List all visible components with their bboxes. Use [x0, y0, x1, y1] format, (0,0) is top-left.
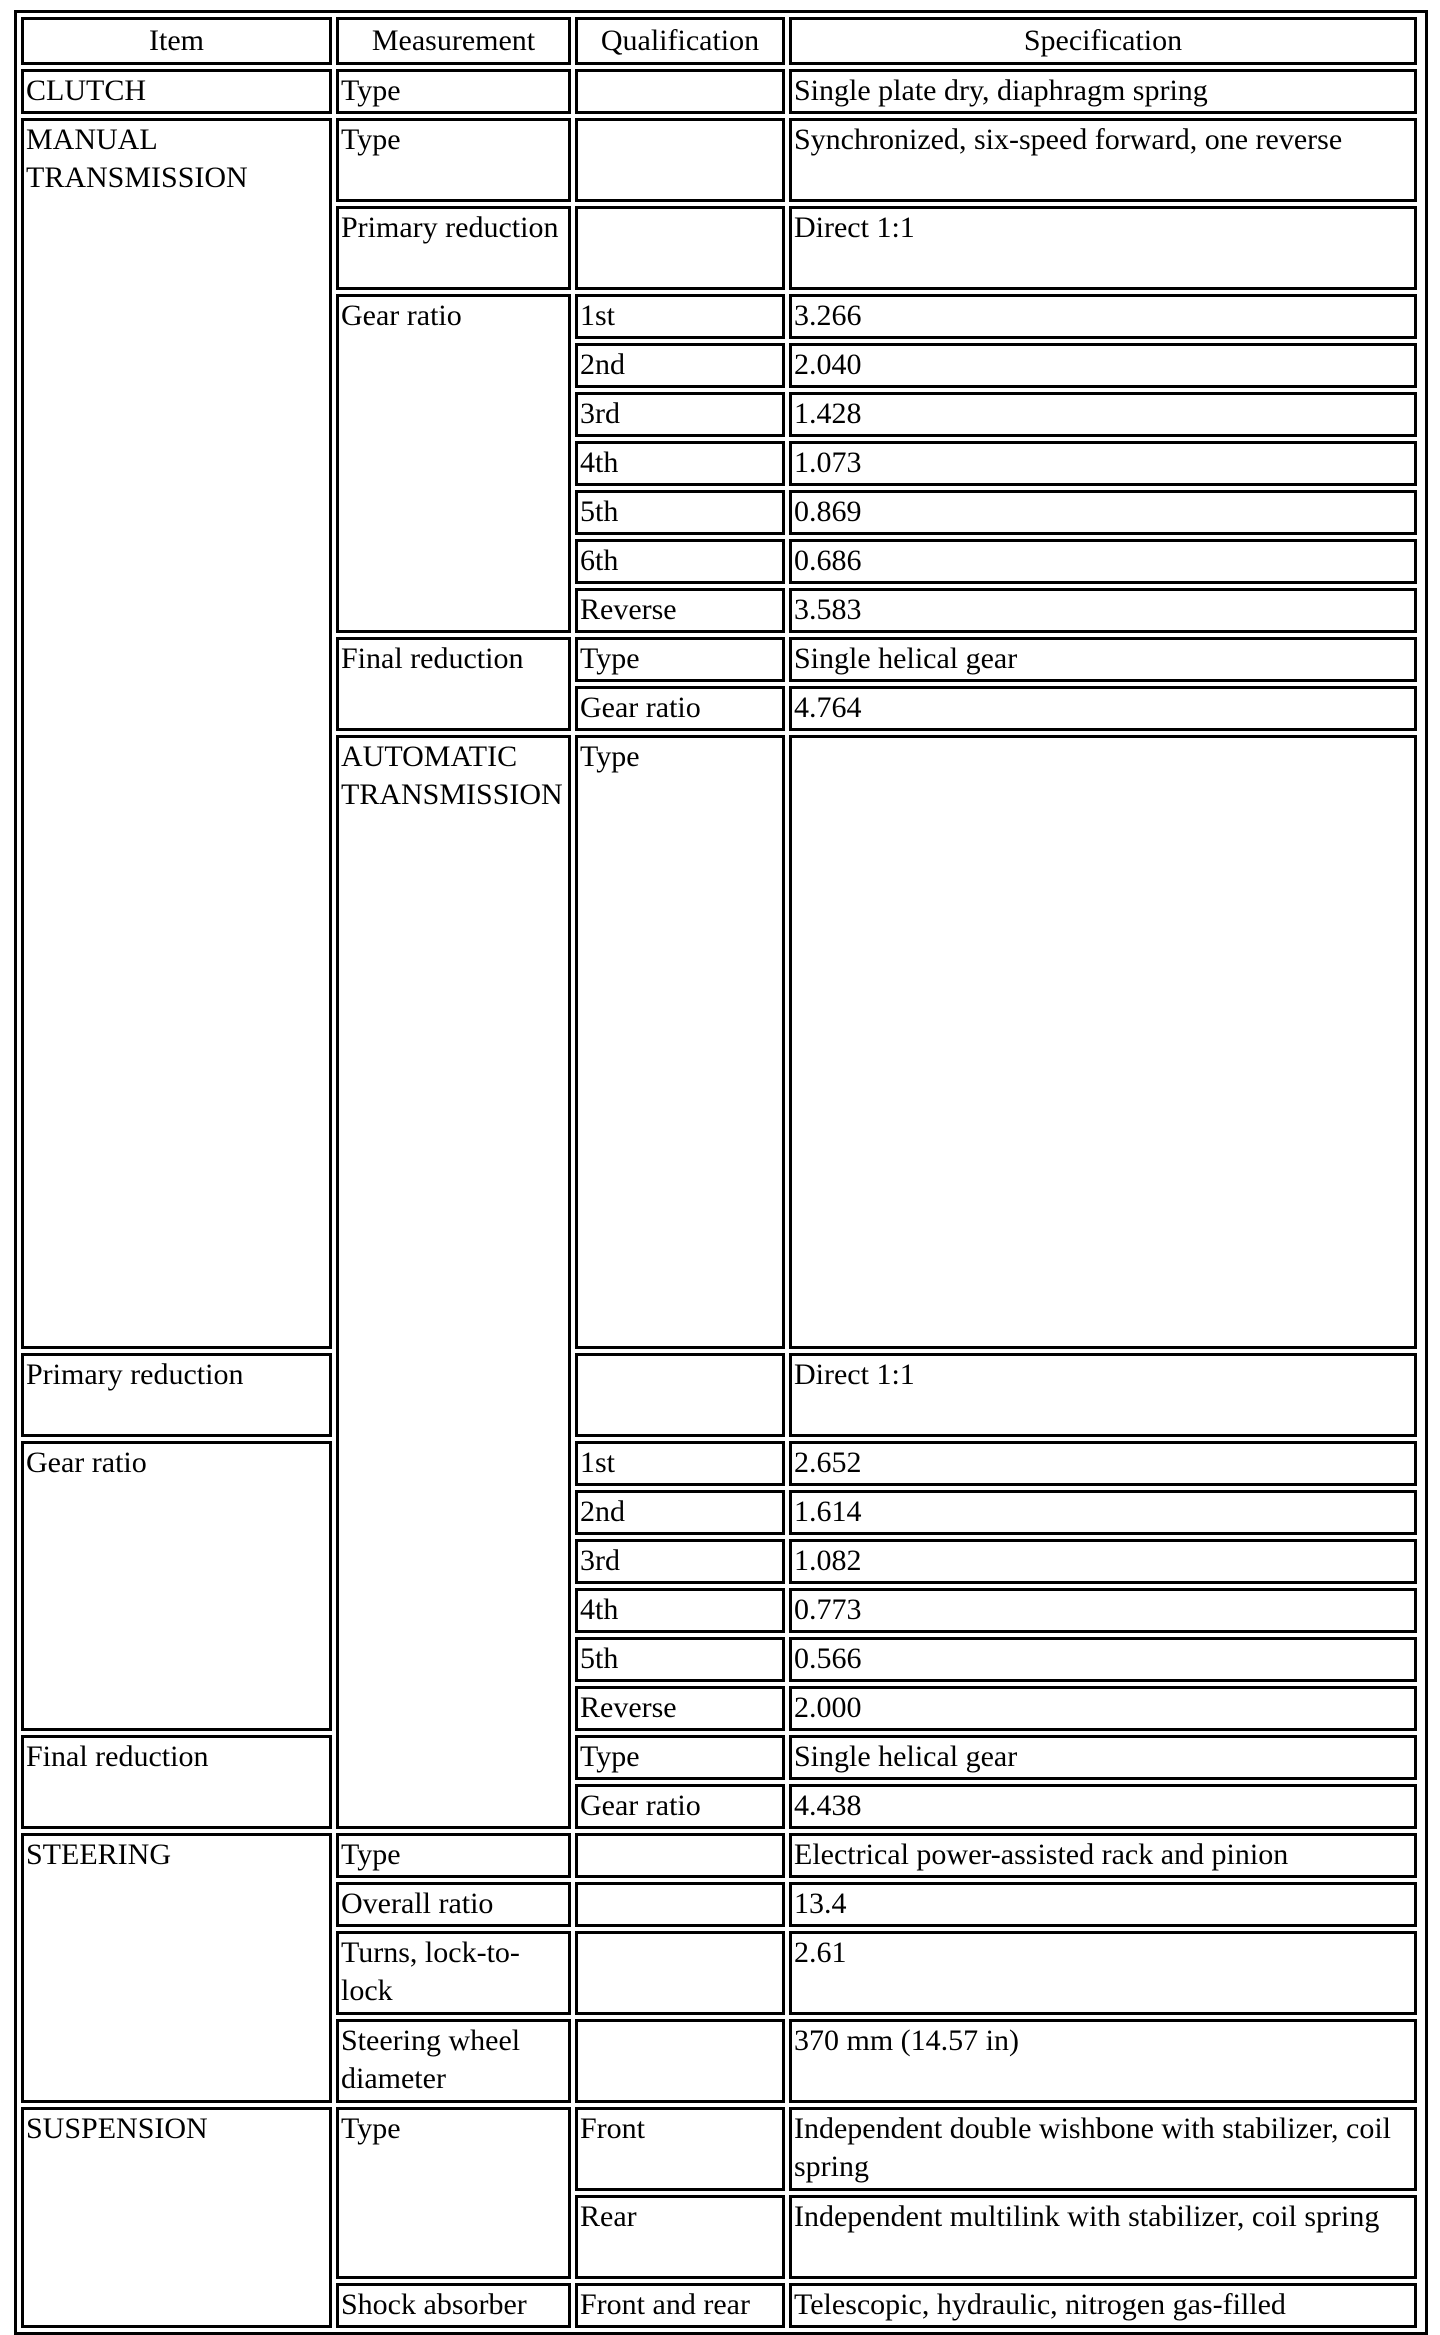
- specification-cell: 2.61: [789, 1931, 1417, 2015]
- table-row: [21, 118, 1421, 202]
- measurement-cell: Shock absorber: [336, 2283, 571, 2328]
- qualification-cell: Front: [575, 2107, 785, 2191]
- qualification-cell: Front and rear: [575, 2283, 785, 2328]
- qualification-cell: 1st: [575, 294, 785, 339]
- qualification-cell: [575, 1882, 785, 1927]
- qualification-cell: 3rd: [575, 1539, 785, 1584]
- specification-cell: 3.583: [789, 588, 1417, 633]
- table-row: [21, 69, 1421, 114]
- qualification-cell: Type: [575, 1735, 785, 1780]
- specification-cell: Telescopic, hydraulic, nitrogen gas-filled: [789, 2283, 1417, 2328]
- qualification-cell: 2nd: [575, 1490, 785, 1535]
- measurement-cell: Primary reduction: [21, 1353, 332, 1437]
- item-cell-automatic-transmission: AUTOMATIC TRANSMISSION: [336, 735, 571, 1829]
- header-measurement: Measurement: [336, 17, 571, 65]
- table-row: [21, 1441, 1421, 1486]
- measurement-cell: Type: [336, 118, 571, 202]
- measurement-cell: Final reduction: [336, 637, 571, 731]
- specification-cell: Direct 1:1: [789, 206, 1417, 290]
- qualification-cell: [575, 118, 785, 202]
- measurement-cell: Type: [575, 735, 785, 1349]
- qualification-cell: [575, 2019, 785, 2103]
- specification-cell: 1.614: [789, 1490, 1417, 1535]
- qualification-cell: [575, 1353, 785, 1437]
- qualification-cell: 1st: [575, 1441, 785, 1486]
- table-row: [21, 2107, 1421, 2191]
- qualification-cell: Rear: [575, 2195, 785, 2279]
- qualification-cell: 3rd: [575, 392, 785, 437]
- header-specification: Specification: [789, 17, 1417, 65]
- qualification-cell: 5th: [575, 1637, 785, 1682]
- item-cell-manual-transmission: MANUAL TRANSMISSION: [21, 118, 332, 1349]
- measurement-cell: Type: [336, 2107, 571, 2279]
- specification-cell: 0.686: [789, 539, 1417, 584]
- measurement-cell: Primary reduction: [336, 206, 571, 290]
- measurement-cell: Type: [336, 69, 571, 114]
- qualification-cell: 2nd: [575, 343, 785, 388]
- specification-cell: Single helical gear: [789, 637, 1417, 682]
- specification-table: [14, 10, 1428, 2335]
- spec-table-container: [14, 10, 1426, 2335]
- qualification-cell: Gear ratio: [575, 1784, 785, 1829]
- specification-cell: 370 mm (14.57 in): [789, 2019, 1417, 2103]
- specification-cell: 2.652: [789, 1441, 1417, 1486]
- specification-cell: Synchronized, six-speed forward, one reverse: [789, 118, 1417, 202]
- header-row: [21, 17, 1421, 65]
- specification-cell: 0.566: [789, 1637, 1417, 1682]
- qualification-cell: [575, 69, 785, 114]
- qualification-cell: Reverse: [575, 588, 785, 633]
- measurement-cell: Overall ratio: [336, 1882, 571, 1927]
- item-cell-suspension: SUSPENSION: [21, 2107, 332, 2328]
- specification-cell: 0.773: [789, 1588, 1417, 1633]
- measurement-cell: Type: [336, 1833, 571, 1878]
- specification-cell: Single plate dry, diaphragm spring: [789, 69, 1417, 114]
- specification-cell: Independent multilink with stabilizer, coil spring: [789, 2195, 1417, 2279]
- measurement-cell: Turns, lock-to-lock: [336, 1931, 571, 2015]
- qualification-cell: 6th: [575, 539, 785, 584]
- measurement-cell: Steering wheel diameter: [336, 2019, 571, 2103]
- specification-cell: Single helical gear: [789, 1735, 1417, 1780]
- qualification-cell: 5th: [575, 490, 785, 535]
- qualification-cell: [575, 206, 785, 290]
- specification-cell: 4.764: [789, 686, 1417, 731]
- item-cell-clutch: CLUTCH: [21, 69, 332, 114]
- qualification-cell: 4th: [575, 1588, 785, 1633]
- specification-cell: Direct 1:1: [789, 1353, 1417, 1437]
- measurement-cell: Final reduction: [21, 1735, 332, 1829]
- specification-cell: 2.040: [789, 343, 1417, 388]
- item-cell-steering: STEERING: [21, 1833, 332, 2103]
- specification-cell: Independent double wishbone with stabilizer, coil spring: [789, 2107, 1417, 2191]
- qualification-cell: Gear ratio: [575, 686, 785, 731]
- measurement-cell: Gear ratio: [21, 1441, 332, 1731]
- qualification-cell: 4th: [575, 441, 785, 486]
- specification-cell: 13.4: [789, 1882, 1417, 1927]
- qualification-cell: [789, 735, 1417, 1349]
- specification-cell: 1.073: [789, 441, 1417, 486]
- measurement-cell: Gear ratio: [336, 294, 571, 633]
- qualification-cell: Type: [575, 637, 785, 682]
- qualification-cell: [575, 1833, 785, 1878]
- table-row: [21, 1735, 1421, 1780]
- specification-cell: 1.428: [789, 392, 1417, 437]
- qualification-cell: [575, 1931, 785, 2015]
- header-qualification: Qualification: [575, 17, 785, 65]
- specification-cell: 2.000: [789, 1686, 1417, 1731]
- specification-cell: 1.082: [789, 1539, 1417, 1584]
- specification-cell: 3.266: [789, 294, 1417, 339]
- table-row: [21, 1833, 1421, 1878]
- header-item: Item: [21, 17, 332, 65]
- table-row: [21, 1353, 1421, 1437]
- specification-cell: 4.438: [789, 1784, 1417, 1829]
- specification-cell: 0.869: [789, 490, 1417, 535]
- qualification-cell: Reverse: [575, 1686, 785, 1731]
- specification-cell: Electrical power-assisted rack and pinion: [789, 1833, 1417, 1878]
